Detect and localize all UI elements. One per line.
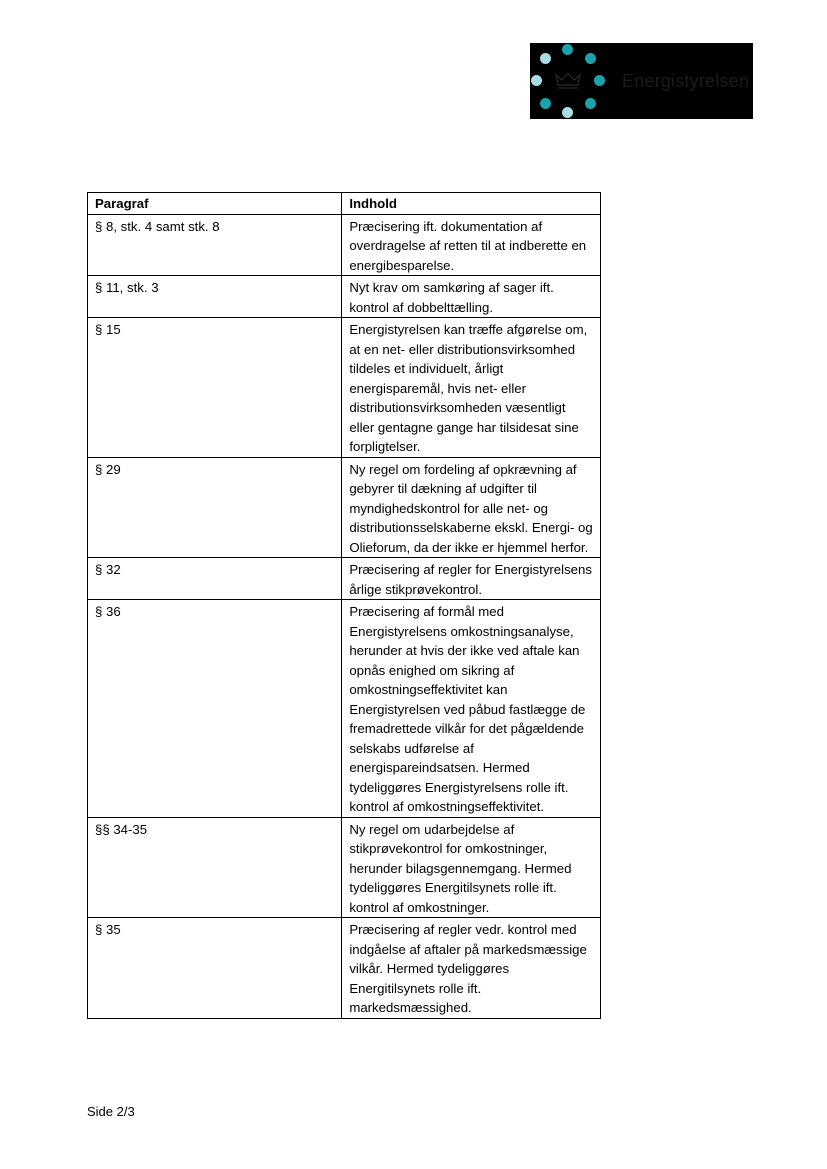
paragraph-cell: § 15	[88, 318, 342, 458]
logo-dot	[531, 75, 542, 86]
content-cell: Præcisering ift. dokumentation af overdragelse af retten til at indberette en energibesparelse.	[342, 214, 601, 276]
logo-dot	[594, 75, 605, 86]
paragraph-cell: § 8, stk. 4 samt stk. 8	[88, 214, 342, 276]
paragraph-cell: §§ 34-35	[88, 817, 342, 918]
logo-dot	[540, 98, 551, 109]
table-row	[88, 457, 601, 558]
table-row	[88, 817, 601, 918]
content-cell: Energistyrelsen kan træffe afgørelse om, at en net- eller distributionsvirksomhed tildeles et individuelt, årligt energisparemål, hvis net- eller distributionsvirksomheden væsentligt eller gentagne gange har tilsidesat sine forpligtelser.	[342, 318, 601, 458]
header-indhold: Indhold	[342, 193, 601, 215]
logo-dot	[562, 107, 573, 118]
table-row	[88, 558, 601, 600]
logo-dot	[585, 98, 596, 109]
content-cell: Præcisering af formål med Energistyrelsens omkostningsanalyse, herunder at hvis der ikke ved aftale kan opnås enighed om sikring af omkostningseffektivitet kan Energistyrelsen ved påbud fastlægge de fremadrettede vilkår for det pågældende selskabs udførelse af energispareindsatsen. Hermed tydeliggøres Energistyrelsens rolle ift. kontrol af omkostningseffektivitet.	[342, 600, 601, 818]
logo-dot	[585, 53, 596, 64]
paragraph-cell: § 32	[88, 558, 342, 600]
content-cell: Ny regel om udarbejdelse af stikprøvekontrol for omkostninger, herunder bilagsgennemgang. Hermed tydeliggøres Energitilsynets rolle ift. kontrol af omkostninger.	[342, 817, 601, 918]
logo-wordmark: Energistyrelsen	[622, 71, 750, 91]
paragraph-cell: § 29	[88, 457, 342, 558]
logo-dot	[562, 44, 573, 55]
table-row	[88, 600, 601, 818]
crown-icon	[555, 70, 581, 90]
table-row	[88, 318, 601, 458]
logo-dot	[540, 53, 551, 64]
energistyrelsen-logo	[530, 43, 753, 119]
paragraph-table	[87, 192, 601, 1019]
page-number: Side 2/3	[87, 1104, 135, 1119]
paragraph-cell: § 11, stk. 3	[88, 276, 342, 318]
header-paragraf: Paragraf	[88, 193, 342, 215]
paragraph-cell: § 36	[88, 600, 342, 818]
paragraph-cell: § 35	[88, 918, 342, 1019]
table-header-row	[88, 193, 601, 215]
content-cell: Præcisering af regler vedr. kontrol med indgåelse af aftaler på markedsmæssige vilkår. Hermed tydeliggøres Energitilsynets rolle ift. markedsmæssighed.	[342, 918, 601, 1019]
table-row	[88, 918, 601, 1019]
content-cell: Nyt krav om samkøring af sager ift. kontrol af dobbelttælling.	[342, 276, 601, 318]
content-cell: Ny regel om fordeling af opkrævning af gebyrer til dækning af udgifter til myndighedskontrol for alle net- og distributionsselskaberne ekskl. Energi- og Olieforum, da der ikke er hjemmel herfor.	[342, 457, 601, 558]
table-row	[88, 214, 601, 276]
table-row	[88, 276, 601, 318]
content-cell: Præcisering af regler for Energistyrelsens årlige stikprøvekontrol.	[342, 558, 601, 600]
